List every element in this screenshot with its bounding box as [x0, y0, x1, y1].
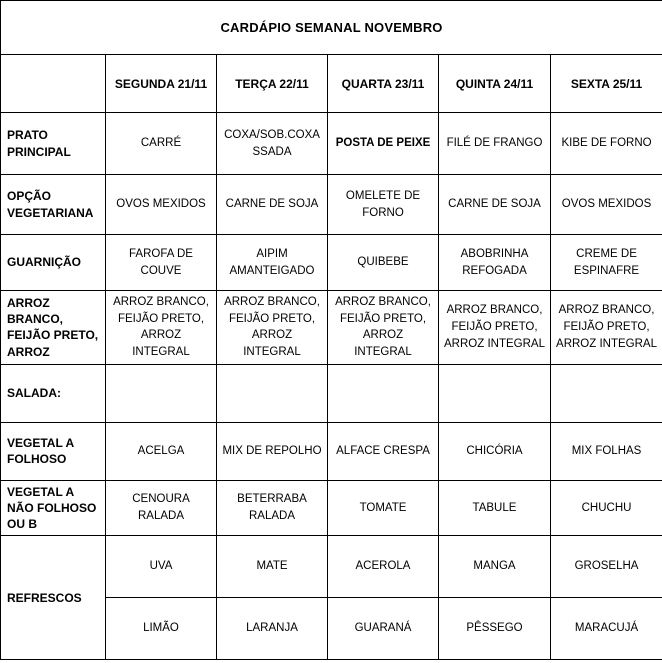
table-row-opcao-vegetariana	[1, 175, 662, 235]
menu-cell: CARNE DE SOJA	[217, 175, 328, 235]
menu-cell: CREME DE ESPINAFRE	[551, 235, 662, 291]
menu-cell: CHUCHU	[551, 480, 662, 536]
menu-cell: OVOS MEXIDOS	[551, 175, 662, 235]
table-row-guarnicao	[1, 235, 662, 291]
table-row-prato-principal	[1, 113, 662, 175]
menu-cell: CARRÉ	[106, 113, 217, 175]
menu-cell: ACEROLA	[328, 536, 439, 598]
menu-cell: TOMATE	[328, 480, 439, 536]
menu-cell: FAROFA DE COUVE	[106, 235, 217, 291]
menu-cell: CHICÓRIA	[439, 422, 551, 480]
menu-cell: GROSELHA	[551, 536, 662, 598]
row-label-opcao-vegetariana: OPÇÃO VEGETARIANA	[1, 175, 106, 235]
title-row	[1, 1, 662, 55]
menu-cell: MIX FOLHAS	[551, 422, 662, 480]
menu-cell: ACELGA	[106, 422, 217, 480]
menu-cell: OVOS MEXIDOS	[106, 175, 217, 235]
row-label-prato-principal: PRATO PRINCIPAL	[1, 113, 106, 175]
table-row-arroz-feijao	[1, 291, 662, 365]
menu-cell: MATE	[217, 536, 328, 598]
menu-cell: OMELETE DE FORNO	[328, 175, 439, 235]
table-row-vegetal-nao-folhoso	[1, 480, 662, 536]
menu-cell: ARROZ BRANCO, FEIJÃO PRETO, ARROZ INTEGRAL	[106, 291, 217, 365]
day-header-thursday: QUINTA 24/11	[439, 55, 551, 113]
row-label-guarnicao: GUARNIÇÃO	[1, 235, 106, 291]
menu-cell: ARROZ BRANCO, FEIJÃO PRETO, ARROZ INTEGRAL	[217, 291, 328, 365]
page-title: CARDÁPIO SEMANAL NOVEMBRO	[1, 1, 662, 55]
table-row-vegetal-folhoso	[1, 422, 662, 480]
day-header-row	[1, 55, 662, 113]
row-label-salada: SALADA:	[1, 364, 106, 422]
menu-cell: FILÉ DE FRANGO	[439, 113, 551, 175]
menu-cell: QUIBEBE	[328, 235, 439, 291]
menu-cell: ARROZ BRANCO, FEIJÃO PRETO, ARROZ INTEGRAL	[551, 291, 662, 365]
menu-cell: COXA/SOB.COXASSADA	[217, 113, 328, 175]
menu-cell: ARROZ BRANCO, FEIJÃO PRETO, ARROZ INTEGRAL	[328, 291, 439, 365]
table-row-refrescos-1	[1, 536, 662, 598]
menu-cell	[439, 364, 551, 422]
row-label-vegetal-folhoso: VEGETAL A FOLHOSO	[1, 422, 106, 480]
row-label-refrescos: REFRESCOS	[1, 536, 106, 660]
menu-cell: MIX DE REPOLHO	[217, 422, 328, 480]
menu-cell: ARROZ BRANCO, FEIJÃO PRETO, ARROZ INTEGRAL	[439, 291, 551, 365]
menu-cell: ALFACE CRESPA	[328, 422, 439, 480]
menu-cell: ABOBRINHA REFOGADA	[439, 235, 551, 291]
row-label-arroz-feijao: ARROZ BRANCO, FEIJÃO PRETO, ARROZ	[1, 291, 106, 365]
corner-empty-cell	[1, 55, 106, 113]
menu-cell: KIBE DE FORNO	[551, 113, 662, 175]
menu-cell: MARACUJÁ	[551, 598, 662, 660]
menu-cell: LARANJA	[217, 598, 328, 660]
menu-cell: TABULE	[439, 480, 551, 536]
menu-cell	[328, 364, 439, 422]
menu-cell: POSTA DE PEIXE	[328, 113, 439, 175]
menu-cell: CENOURA RALADA	[106, 480, 217, 536]
menu-cell	[217, 364, 328, 422]
menu-cell: CARNE DE SOJA	[439, 175, 551, 235]
menu-cell: MANGA	[439, 536, 551, 598]
row-label-vegetal-nao-folhoso: VEGETAL A NÃO FOLHOSO OU B	[1, 480, 106, 536]
menu-cell	[551, 364, 662, 422]
menu-cell: BETERRABA RALADA	[217, 480, 328, 536]
menu-cell: AIPIM AMANTEIGADO	[217, 235, 328, 291]
table-row-salada	[1, 364, 662, 422]
menu-cell: LIMÃO	[106, 598, 217, 660]
menu-cell: UVA	[106, 536, 217, 598]
day-header-monday: SEGUNDA 21/11	[106, 55, 217, 113]
menu-cell: GUARANÁ	[328, 598, 439, 660]
day-header-tuesday: TERÇA 22/11	[217, 55, 328, 113]
menu-cell	[106, 364, 217, 422]
day-header-friday: SEXTA 25/11	[551, 55, 662, 113]
day-header-wednesday: QUARTA 23/11	[328, 55, 439, 113]
menu-cell: PÊSSEGO	[439, 598, 551, 660]
